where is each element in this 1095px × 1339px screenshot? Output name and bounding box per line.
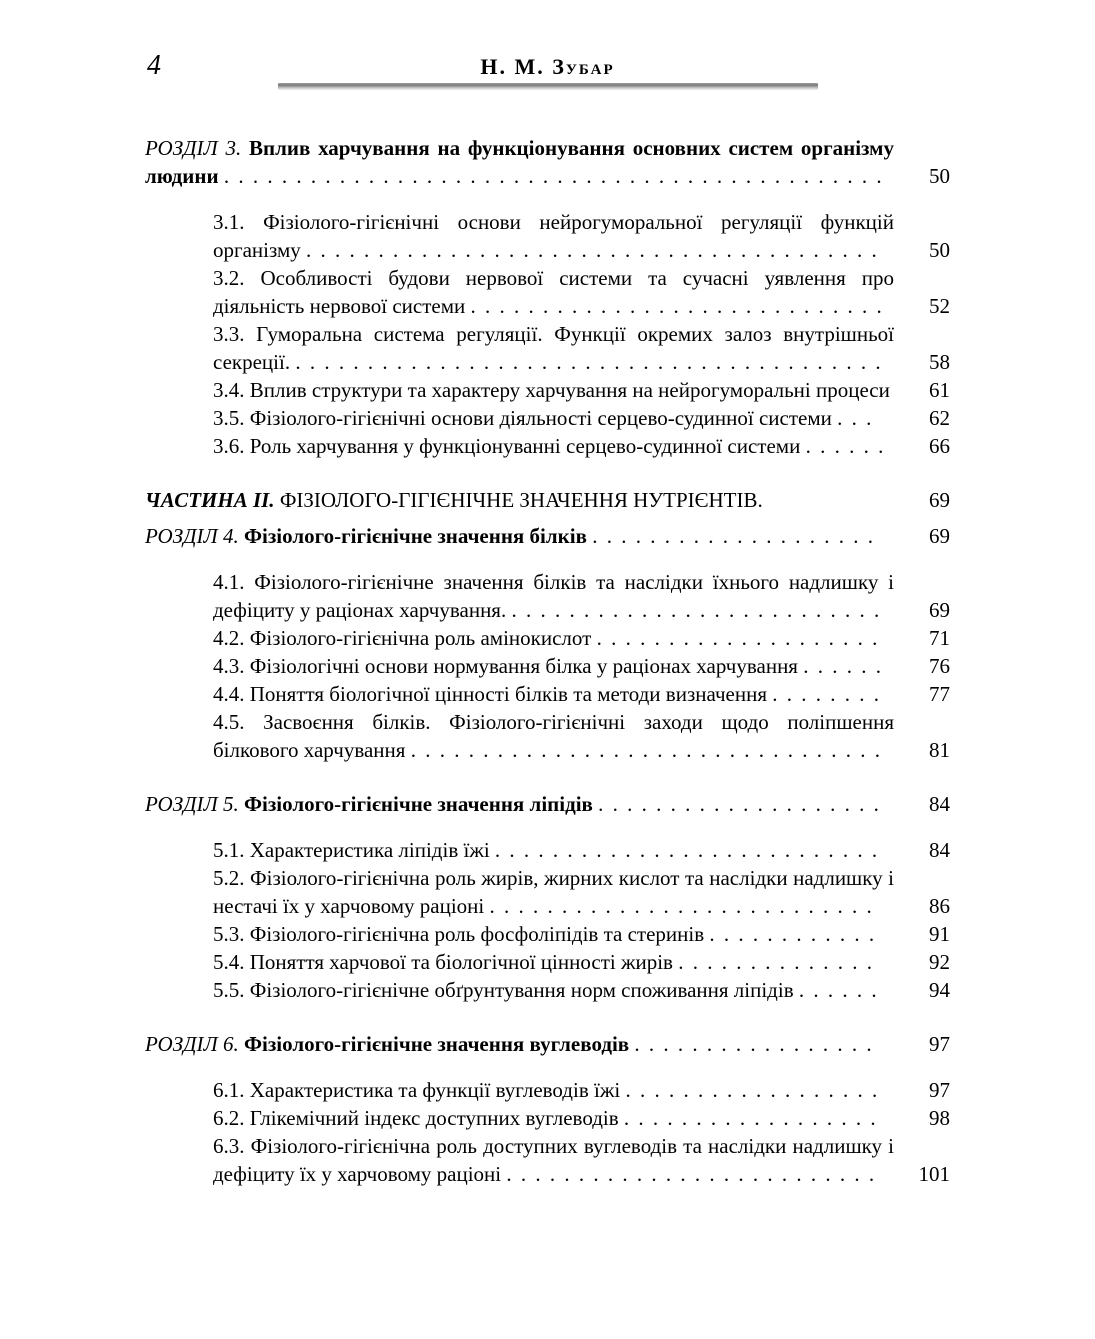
- toc-entry-text-wrap: [145, 1076, 894, 1104]
- toc-heading-text: [145, 486, 894, 514]
- toc-heading-title: Вплив харчування на функціонування основних систем організму людини: [145, 136, 894, 188]
- toc-page-number: 98: [929, 1106, 950, 1130]
- toc-heading-text: [145, 522, 894, 550]
- dot-leader: . . . . . . . . . . . . . . . . . .: [623, 1106, 885, 1130]
- toc-heading-label: РОЗДІЛ 6.: [145, 1032, 239, 1056]
- toc-heading-title: ФІЗІОЛОГО-ГІГІЄНІЧНЕ ЗНАЧЕННЯ НУТРІЄНТІВ.: [279, 488, 763, 512]
- toc-entry-text: 3.3. Гуморальна система регуляції. Функції окремих залоз внутрішньої секреції.: [213, 322, 894, 374]
- dot-leader: . . . . . . . . . . . . . . . . . . . . . . . . . . . . . . . . . . . . . . . . . . . . . .: [223, 164, 891, 188]
- toc-page-number: 69: [929, 598, 950, 622]
- toc-entry-text: 3.6. Роль харчування у функціонуванні серцево-судинної системи: [213, 434, 801, 458]
- toc-block: [145, 486, 950, 514]
- toc-heading-label: РОЗДІЛ 5.: [145, 792, 239, 816]
- toc-heading-title: Фізіолого-гігієнічне значення ліпідів: [243, 792, 593, 816]
- dot-leader: . . . . . . . . . . . . . . . . . . . . . . . . . . . . .: [470, 294, 891, 318]
- toc-entry-text: 3.5. Фізіолого-гігієнічні основи діяльності серцево-судинної системи: [213, 406, 832, 430]
- toc-page-number: 66: [929, 434, 950, 458]
- toc-entry: [145, 1132, 950, 1188]
- toc-entry-text: 6.2. Глікемічний індекс доступних вуглеводів: [213, 1106, 619, 1130]
- toc-entry-text-wrap: [145, 1104, 894, 1132]
- toc: [145, 134, 950, 1188]
- toc-page-number: 69: [929, 488, 950, 512]
- toc-page-number: 50: [929, 164, 950, 188]
- toc-entry-text: 5.5. Фізіолого-гігієнічне обґрунтування норм споживання ліпідів: [213, 978, 794, 1002]
- toc-entry-text-wrap: [145, 864, 894, 920]
- toc-entry-text: 3.1. Фізіолого-гігієнічні основи нейрогуморальної регуляції функцій організму: [213, 210, 894, 262]
- toc-heading-title: Фізіолого-гігієнічне значення вуглеводів: [243, 1032, 630, 1056]
- toc-heading-entry: [145, 522, 950, 550]
- toc-items: [145, 1076, 950, 1188]
- toc-entry: [145, 404, 950, 432]
- dot-leader: . . . . . . . . . . . . . .: [678, 950, 882, 974]
- toc-page-number: 97: [929, 1078, 950, 1102]
- toc-entry-text-wrap: [145, 920, 894, 948]
- dot-leader: . . . . . .: [798, 978, 886, 1002]
- header-rule: [278, 83, 818, 90]
- toc-page-number: 62: [929, 406, 950, 430]
- dot-leader: . . .: [837, 406, 881, 430]
- toc-page-number: 58: [929, 350, 950, 374]
- toc-entry: [145, 568, 950, 624]
- toc-entry-text: 4.2. Фізіолого-гігієнічна роль амінокислот: [213, 626, 592, 650]
- toc-heading-text: [145, 134, 894, 190]
- dot-leader: . . . . . . . . . . . . . . . . . .: [625, 1078, 887, 1102]
- toc-entry-text-wrap: [145, 680, 894, 708]
- toc-entry: [145, 376, 950, 404]
- toc-entry: [145, 1104, 950, 1132]
- toc-entry-text: 4.4. Поняття біологічної цінності білків та методи визначення: [213, 682, 767, 706]
- toc-entry: [145, 624, 950, 652]
- dot-leader: . . . . . . . . . . . . . . . . . . . .: [592, 524, 883, 548]
- toc-entry: [145, 920, 950, 948]
- toc-entry-text-wrap: [145, 264, 894, 320]
- toc-heading-label: РОЗДІЛ 4.: [145, 524, 239, 548]
- toc-block: [145, 134, 950, 460]
- toc-block: [145, 522, 950, 764]
- toc-heading-text: [145, 790, 894, 818]
- toc-entry: [145, 836, 950, 864]
- toc-page-number: 61: [929, 378, 950, 402]
- toc-heading-text: [145, 1030, 894, 1058]
- toc-page-number: 71: [929, 626, 950, 650]
- toc-entry-text-wrap: [145, 976, 894, 1004]
- toc-entry: [145, 708, 950, 764]
- toc-entry: [145, 432, 950, 460]
- toc-entry-text: 5.1. Характеристика ліпідів їжі: [213, 838, 490, 862]
- toc-entry-text-wrap: [145, 376, 894, 404]
- toc-entry-text: 3.2. Особливості будови нервової системи та сучасні уявлення про діяльність нервової системи: [213, 266, 894, 318]
- toc-items: [145, 568, 950, 764]
- toc-heading-entry: [145, 134, 950, 190]
- toc-entry-text-wrap: [145, 836, 894, 864]
- dot-leader: . . . . . . . . . . . . . . . . . . . .: [596, 626, 887, 650]
- dot-leader: . . . . . . . . . . . . . . . . . . . . . . . . . . .: [494, 838, 887, 862]
- toc-page-number: 52: [929, 294, 950, 318]
- dot-leader: . . . . . . . . . . . . . . . . . . . . . . . . . . . . . . . . . . . . . . . . .: [295, 350, 890, 374]
- toc-page-number: 81: [929, 738, 950, 762]
- toc-entry: [145, 208, 950, 264]
- toc-page-number: 86: [929, 894, 950, 918]
- toc-entry-text: 4.1. Фізіолого-гігієнічне значення білків та наслідки їхнього надлишку і дефіциту у раціонах харчування.: [213, 570, 894, 622]
- toc-page-number: 50: [929, 238, 950, 262]
- toc-page-number: 84: [929, 792, 950, 816]
- toc-page-number: 97: [929, 1032, 950, 1056]
- dot-leader: . . . . . .: [805, 434, 893, 458]
- toc-page-number: 76: [929, 654, 950, 678]
- toc-items: [145, 208, 950, 460]
- toc-entry-text: 3.4. Вплив структури та характеру харчування на нейрогуморальні процеси: [213, 378, 890, 402]
- toc-page-number: 84: [929, 838, 950, 862]
- dot-leader: . . . . . . . . . . . . . . . . . . . . . . . . . . .: [489, 894, 882, 918]
- toc-entry: [145, 264, 950, 320]
- toc-entry-text: 4.3. Фізіологічні основи нормування білка у раціонах харчування: [213, 654, 798, 678]
- toc-entry-text-wrap: [145, 320, 894, 376]
- toc-entry-text-wrap: [145, 404, 894, 432]
- toc-entry-text-wrap: [145, 652, 894, 680]
- dot-leader: . . . . . . . . . . . . . . . . . . . . . . . . . .: [506, 1162, 884, 1186]
- running-header-author: Н. М. Зубар: [480, 54, 615, 79]
- toc-page-number: 94: [929, 978, 950, 1002]
- page-header: [145, 50, 950, 90]
- toc-entry: [145, 948, 950, 976]
- toc-heading-entry: [145, 1030, 950, 1058]
- toc-entry: [145, 1076, 950, 1104]
- toc-page-number: 69: [929, 524, 950, 548]
- page-number-folio: 4: [147, 50, 161, 81]
- toc-entry-text-wrap: [145, 948, 894, 976]
- dot-leader: . . . . . .: [803, 654, 891, 678]
- toc-entry-text-wrap: [145, 708, 894, 764]
- toc-entry-text-wrap: [145, 624, 894, 652]
- toc-page-number: 101: [918, 1162, 950, 1186]
- toc-entry-text-wrap: [145, 432, 894, 460]
- toc-entry-text: 6.1. Характеристика та функції вуглеводів їжі: [213, 1078, 621, 1102]
- toc-heading-entry: [145, 790, 950, 818]
- toc-page-number: 77: [929, 682, 950, 706]
- toc-entry-text: 5.3. Фізіолого-гігієнічна роль фосфоліпідів та стеринів: [213, 922, 705, 946]
- dot-leader: . . . . . . . . . . . . . . . . . . . . . . . . . .: [511, 598, 889, 622]
- dot-leader: . . . . . . . . . . . . . . . . . . . . . . . . . . . . . . . . . . . . . . . .: [306, 238, 887, 262]
- toc-entry: [145, 976, 950, 1004]
- dot-leader: . . . . . . . . . . . .: [709, 922, 884, 946]
- toc-entry-text: 6.3. Фізіолого-гігієнічна роль доступних вуглеводів та наслідки надлишку і дефіциту їх у харчовому раціоні: [213, 1134, 894, 1186]
- toc-items: [145, 836, 950, 1004]
- toc-entry-text: 4.5. Засвоєння білків. Фізіолого-гігієнічні заходи щодо поліпшення білкового харчування: [213, 710, 894, 762]
- toc-heading-label: РОЗДІЛ 3.: [145, 136, 242, 160]
- toc-page-number: 92: [929, 950, 950, 974]
- toc-heading-entry: [145, 486, 950, 514]
- dot-leader: . . . . . . . . . . . . . . . . .: [634, 1032, 881, 1056]
- toc-entry-text-wrap: [145, 208, 894, 264]
- toc-heading-title: Фізіолого-гігієнічне значення білків: [243, 524, 587, 548]
- toc-entry-text: 5.4. Поняття харчової та біологічної цінності жирів: [213, 950, 673, 974]
- toc-entry-text-wrap: [145, 568, 894, 624]
- toc-entry-text: 5.2. Фізіолого-гігієнічна роль жирів, жирних кислот та наслідки надлишку і нестачі їх у харчовому раціоні: [213, 866, 894, 918]
- toc-entry-text-wrap: [145, 1132, 894, 1188]
- toc-entry: [145, 680, 950, 708]
- toc-heading-label: ЧАСТИНА II.: [145, 488, 275, 512]
- toc-entry: [145, 864, 950, 920]
- toc-block: [145, 790, 950, 1004]
- toc-entry: [145, 320, 950, 376]
- dot-leader: . . . . . . . . . . . . . . . . . . . . . . . . . . . . . . . . .: [410, 738, 890, 762]
- toc-entry: [145, 652, 950, 680]
- dot-leader: . . . . . . . .: [772, 682, 889, 706]
- toc-page-number: 91: [929, 922, 950, 946]
- toc-block: [145, 1030, 950, 1188]
- dot-leader: . . . . . . . . . . . . . . . . . . . .: [598, 792, 889, 816]
